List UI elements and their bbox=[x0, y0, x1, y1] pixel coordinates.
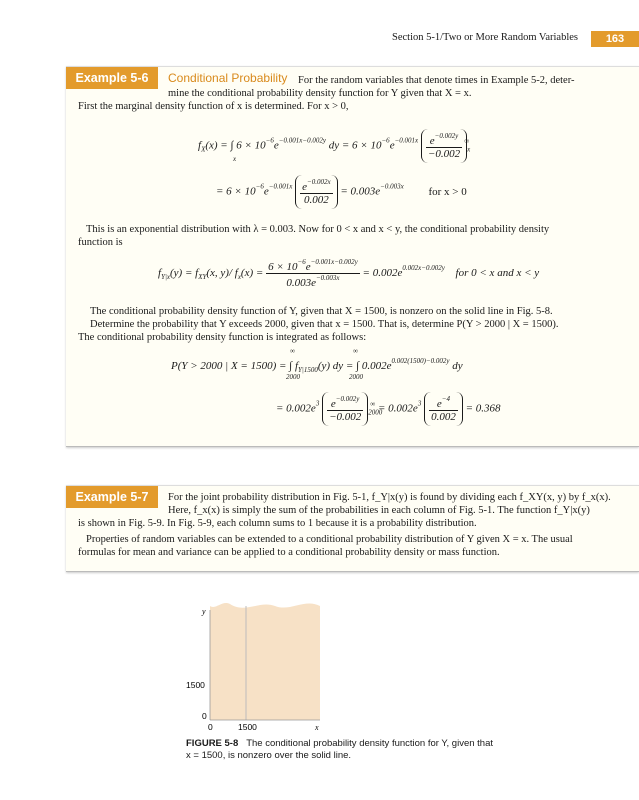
integral-upper-limit-2: ∞ bbox=[353, 347, 358, 355]
equation-probability: P(Y > 2000 | X = 1500) = ∫ $f_{Y|1500}(y)$ dy = ∫ $0.002e^{0.002(1500)-0.002y}$ dy bbox=[171, 357, 463, 374]
example-title: Conditional Probability bbox=[168, 71, 288, 85]
ex57-line-2: Here, f_x(x) is simply the sum of the probabilities in each column of Fig. 5-1. The function f_Y|x(y) bbox=[168, 505, 590, 516]
example-label: Example 5-6 bbox=[66, 67, 158, 89]
ex57-line-1: For the joint probability distribution in Fig. 5-1, f_Y|x(y) is found by dividing each f_XY(x, y) by f_x(x). bbox=[168, 492, 611, 503]
marginal-intro: First the marginal density function of x is determined. For x > 0, bbox=[78, 101, 349, 112]
x-tick-label: 1500 bbox=[238, 722, 257, 732]
paragraph-exponential-b: function is bbox=[78, 237, 123, 248]
example-label: Example 5-7 bbox=[66, 486, 158, 508]
page-number: 163 bbox=[591, 31, 639, 47]
density-region bbox=[210, 603, 320, 720]
ex57-line-3: is shown in Fig. 5-9. In Fig. 5-9, each column sums to 1 because it is a probability distribution. bbox=[78, 518, 477, 529]
equation-conditional: $f_{Y|x}(y) = f_{XY}(x$, y)/ $f_x(x)$ = $\frac{6 \times 10^{-6}e^{-0.001x-0.002y}}{0.003e^{-0.003x}}$ = $0.002e^{0.002x-0.002y}$ for 0 < x and x < y bbox=[158, 258, 540, 289]
paragraph-y-given-x-a: The conditional probability density function of Y, given that X = 1500, is nonzero on the solid line in Fig. 5-8. bbox=[90, 306, 553, 317]
integral-lower-limit-2: 2000 bbox=[349, 373, 363, 381]
paragraph-y-given-x-b: Determine the probability that Y exceeds 2000, given that x = 1500. That is, determine P(Y > 2000 | X = 1500). bbox=[90, 319, 559, 330]
section-title: Section 5-1/Two or More Random Variables bbox=[392, 32, 578, 43]
paragraph-y-given-x-c: The conditional probability density function is integrated as follows: bbox=[78, 332, 367, 343]
equation-marginal-1: $f_X(x)$ = ∫ $6 \times 10^{-6}e^{-0.001x-0.002y}$ dy = $6 \times 10^{-6}e^{-0.001x}$ $\frac{e^{-0.002y}}{-0.002}$ $_x$∞ bbox=[198, 129, 469, 163]
intro-line-1: For the random variables that denote times in Example 5-2, deter- bbox=[298, 75, 575, 86]
equation-result: = $0.002e^3$ $\frac{e^{-0.002y}}{-0.002}$ $_{2000}^\infty = 0.002e^3$ $\frac{e^{-4}}{0.002}$ = 0.368 bbox=[276, 392, 501, 426]
ex57-line-5: formulas for mean and variance can be applied to a conditional probability density or mass function. bbox=[78, 547, 500, 558]
integral-upper-limit-1: ∞ bbox=[290, 347, 295, 355]
equation-marginal-2: = $6 \times 10^{-6}e^{-0.001x}$ $\frac{e^{-0.002x}}{0.002}$ = $0.003e^{-0.003x}$ for x > 0 bbox=[216, 175, 467, 209]
integral-lower-limit: x bbox=[233, 155, 237, 163]
ex57-line-4: Properties of random variables can be extended to a conditional probability distribution of Y given X = x. The usual bbox=[86, 534, 573, 545]
y-tick-label: 1500 bbox=[186, 680, 205, 690]
caption-label: FIGURE 5-8 bbox=[186, 738, 239, 749]
y-axis-label: y bbox=[202, 607, 206, 616]
caption-text-2: x = 1500, is nonzero over the solid line. bbox=[186, 750, 352, 761]
paragraph-exponential-a: This is an exponential distribution with λ = 0.003. Now for 0 < x and x < y, the conditional probability density bbox=[86, 224, 550, 235]
caption-text-1: The conditional probability density function for Y, given that bbox=[246, 738, 493, 749]
integral-lower-limit-1: 2000 bbox=[286, 373, 300, 381]
x-axis-label: x bbox=[315, 723, 319, 732]
x-zero-label: 0 bbox=[208, 722, 213, 732]
origin-label: 0 bbox=[202, 711, 207, 721]
figure-caption bbox=[186, 738, 493, 762]
intro-line-2: mine the conditional probability density function for Y given that X = x. bbox=[168, 88, 472, 99]
